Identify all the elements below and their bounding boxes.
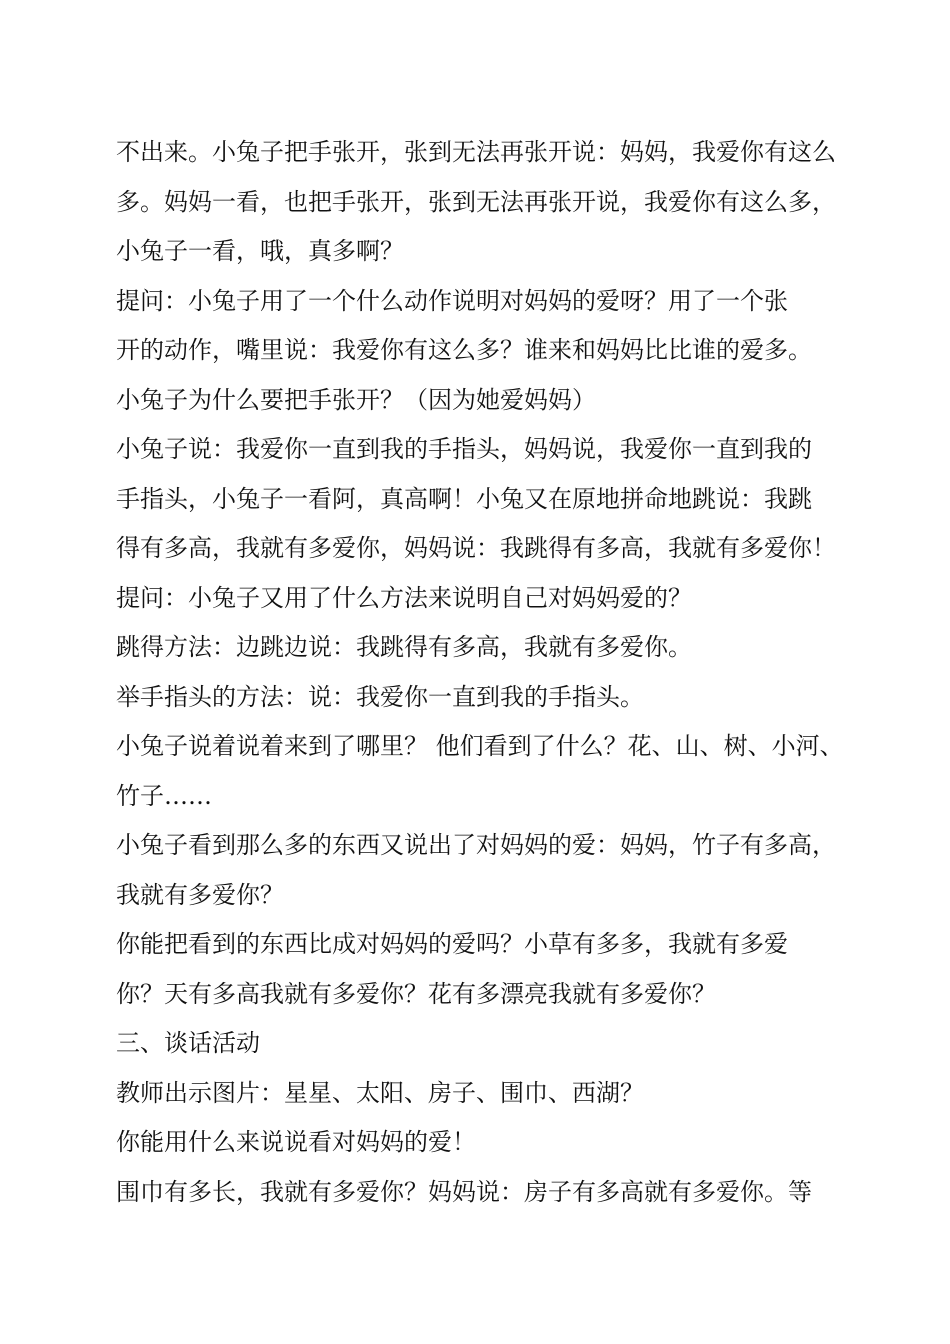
text-line: 提问：小兔子又用了什么方法来说明自己对妈妈爱的？ (116, 583, 692, 612)
text-line: 不出来。小兔子把手张开，张到无法再张开说：妈妈，我爱你有这么 (116, 138, 836, 166)
text-line: 你能用什么来说说看对妈妈的爱！ (116, 1128, 476, 1156)
text-line: 举手指头的方法：说：我爱你一直到我的手指头。 (116, 682, 644, 711)
text-line: 教师出示图片：星星、太阳、房子、围巾、西湖？ (116, 1078, 644, 1107)
text-line: 小兔子说着说着来到了哪里？ 他们看到了什么？花、山、树、小河、 (116, 732, 844, 760)
text-line: 得有多高，我就有多爱你，妈妈说：我跳得有多高，我就有多爱你！ (116, 534, 836, 562)
text-line: 竹子…… (116, 781, 212, 810)
text-line: 我就有多爱你？ (116, 880, 284, 909)
body-text (116, 128, 846, 1217)
text-line: 你？天有多高我就有多爱你？花有多漂亮我就有多爱你？ (116, 979, 716, 1008)
text-line: 多。妈妈一看，也把手张开，张到无法再张开说，我爱你有这么多， (116, 187, 836, 216)
text-line: 提问：小兔子用了一个什么动作说明对妈妈的爱呀？用了一个张 (116, 286, 788, 315)
text-line: 手指头，小兔子一看阿，真高啊！小兔又在原地拼命地跳说：我跳 (116, 484, 812, 513)
text-line: 小兔子一看，哦，真多啊？ (116, 237, 404, 265)
text-line: 小兔子为什么要把手张开？（因为她爱妈妈） (116, 385, 596, 414)
text-line: 小兔子看到那么多的东西又说出了对妈妈的爱：妈妈，竹子有多高， (116, 831, 836, 859)
text-line: 小兔子说：我爱你一直到我的手指头，妈妈说，我爱你一直到我的 (116, 435, 812, 463)
text-line: 围巾有多长，我就有多爱你？妈妈说：房子有多高就有多爱你。等 (116, 1177, 812, 1206)
section-heading: 三、谈话活动 (116, 1029, 260, 1057)
text-line: 跳得方法：边跳边说：我跳得有多高，我就有多爱你。 (116, 633, 692, 661)
text-line: 开的动作，嘴里说：我爱你有这么多？谁来和妈妈比比谁的爱多。 (116, 336, 812, 364)
text-line: 你能把看到的东西比成对妈妈的爱吗？小草有多多，我就有多爱 (116, 930, 788, 958)
